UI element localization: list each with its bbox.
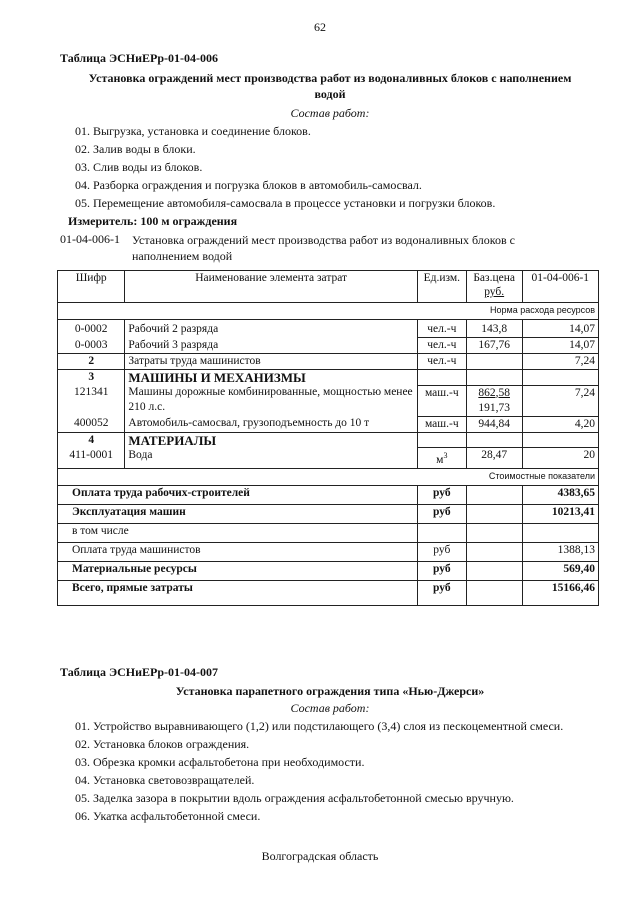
table-row	[58, 448, 599, 469]
cost-unit: руб	[417, 561, 466, 580]
header-unit: Ед.изм.	[417, 271, 466, 303]
table2-composition-label: Состав работ:	[290, 701, 370, 715]
cell-name: Затраты труда машинистов	[125, 354, 418, 370]
cell-name: Машины дорожные комбинированные, мощностью менее 210 л.с.	[125, 385, 418, 416]
cell-empty	[417, 432, 466, 448]
cell-price: 167,76	[466, 338, 522, 354]
section-code: 3	[58, 370, 125, 386]
header-price-line1: Баз.цена	[473, 272, 515, 284]
table-row	[58, 385, 599, 416]
resource-code: 01-04-006-1	[60, 232, 120, 246]
resource-table	[57, 270, 599, 606]
cell-name: Автомобиль-самосвал, грузоподъемность до 10 т	[125, 416, 418, 432]
section-title: МАШИНЫ И МЕХАНИЗМЫ	[125, 370, 418, 386]
cell-unit: чел.-ч	[417, 320, 466, 338]
cost-caption-row	[58, 468, 599, 485]
table2-heading: Установка парапетного ограждения типа «Нью-Джерси»	[175, 684, 485, 698]
header-name: Наименование элемента затрат	[125, 271, 418, 303]
cell-unit: чел.-ч	[417, 338, 466, 354]
page-number: 62	[314, 20, 326, 34]
cell-empty	[522, 523, 598, 542]
cell-empty	[466, 580, 522, 605]
cell-price	[466, 385, 522, 416]
table1-meter: Измеритель: 100 м ограждения	[68, 214, 238, 228]
cell-unit: чел.-ч	[417, 354, 466, 370]
table2-operation: 05. Заделка зазора в покрытии вдоль ограждения асфальтобетонной смесью вручную.	[75, 791, 514, 805]
table2-operation: 02. Установка блоков ограждения.	[75, 737, 250, 751]
cell-name: Вода	[125, 448, 418, 469]
cell-price-a: 862,58	[478, 386, 510, 399]
cost-label: Материальные ресурсы	[58, 561, 418, 580]
section-row	[58, 432, 599, 448]
cost-label: Оплата труда рабочих-строителей	[58, 485, 418, 504]
table2-operation: 03. Обрезка кромки асфальтобетона при необходимости.	[75, 755, 365, 769]
table1-operation: 01. Выгрузка, установка и соединение блоков.	[75, 124, 311, 138]
table2-operation: 06. Укатка асфальтобетонной смеси.	[75, 809, 261, 823]
section-code: 4	[58, 432, 125, 448]
cell-price-empty	[466, 354, 522, 370]
cell-norm: 7,24	[522, 354, 598, 370]
cost-row	[58, 504, 599, 523]
table1-title: Таблица ЭСНиЕРр-01-04-006	[60, 51, 219, 65]
table-row	[58, 416, 599, 432]
table-header-row	[58, 271, 599, 303]
table1-heading-line2: водой	[314, 87, 346, 101]
cell-empty	[466, 432, 522, 448]
table1-heading-line1: Установка ограждений мест производства работ из водоналивных блоков с наполнением	[88, 71, 572, 85]
cost-row	[58, 580, 599, 605]
cost-row	[58, 523, 599, 542]
cell-empty	[417, 523, 466, 542]
cell-name: Рабочий 3 разряда	[125, 338, 418, 354]
table-row	[58, 354, 599, 370]
cell-price: 944,84	[466, 416, 522, 432]
footer-region: Волгоградская область	[261, 849, 379, 863]
cell-code: 400052	[58, 416, 125, 432]
cost-row	[58, 542, 599, 561]
table2-title: Таблица ЭСНиЕРр-01-04-007	[60, 665, 219, 679]
header-norm: 01-04-006-1	[522, 271, 598, 303]
header-code: Шифр	[58, 271, 125, 303]
resource-description-line2: наполнением водой	[132, 249, 233, 263]
cell-unit-base: м	[436, 453, 444, 466]
cell-empty	[522, 432, 598, 448]
cell-unit: маш.-ч	[417, 385, 466, 416]
cell-price-b: 191,73	[478, 401, 510, 414]
cell-empty	[466, 370, 522, 386]
cost-label: в том числе	[58, 523, 418, 542]
cost-value: 569,40	[522, 561, 598, 580]
cost-label: Всего, прямые затраты	[58, 580, 418, 605]
cell-norm: 20	[522, 448, 598, 469]
norm-caption: Норма расхода ресурсов	[58, 303, 599, 320]
cost-value: 4383,65	[522, 485, 598, 504]
cost-unit: руб	[417, 485, 466, 504]
table1-operation: 04. Разборка ограждения и погрузка блоков в автомобиль-самосвал.	[75, 178, 422, 192]
cell-norm: 4,20	[522, 416, 598, 432]
cost-unit: руб	[417, 542, 466, 561]
cell-name: Рабочий 2 разряда	[125, 320, 418, 338]
resource-description-line1: Установка ограждений мест производства работ из водоналивных блоков с	[132, 233, 515, 247]
cost-label: Эксплуатация машин	[58, 504, 418, 523]
cost-caption: Стоимостные показатели	[58, 468, 599, 485]
cost-value: 15166,46	[522, 580, 598, 605]
cell-code: 411-0001	[58, 448, 125, 469]
cell-empty	[466, 542, 522, 561]
cost-label: Оплата труда машинистов	[58, 542, 418, 561]
cell-code: 0-0002	[58, 320, 125, 338]
section-row	[58, 370, 599, 386]
table-row	[58, 338, 599, 354]
cell-empty	[466, 561, 522, 580]
cell-empty	[522, 370, 598, 386]
table1-heading	[60, 70, 600, 102]
cell-unit: маш.-ч	[417, 416, 466, 432]
cell-price: 143,8	[466, 320, 522, 338]
cost-value: 10213,41	[522, 504, 598, 523]
cell-empty	[466, 523, 522, 542]
table-row	[58, 320, 599, 338]
cell-code: 2	[58, 354, 125, 370]
cost-unit: руб	[417, 504, 466, 523]
table1-operation: 02. Залив воды в блоки.	[75, 142, 196, 156]
table1-operation: 05. Перемещение автомобиля-самосвала в процессе установки и погрузки блоков.	[75, 196, 496, 210]
cost-row	[58, 485, 599, 504]
cost-row	[58, 561, 599, 580]
cell-unit	[417, 448, 466, 469]
cell-norm: 14,07	[522, 338, 598, 354]
header-price-line2: руб.	[484, 286, 505, 298]
section-title: МАТЕРИАЛЫ	[125, 432, 418, 448]
cell-unit-sup: 3	[443, 451, 448, 460]
cell-empty	[466, 485, 522, 504]
cell-empty	[466, 504, 522, 523]
cell-price: 28,47	[466, 448, 522, 469]
cell-code: 0-0003	[58, 338, 125, 354]
table1-operation: 03. Слив воды из блоков.	[75, 160, 203, 174]
header-price	[466, 271, 522, 303]
cost-unit: руб	[417, 580, 466, 605]
table1-composition-label: Состав работ:	[290, 106, 370, 120]
cell-code: 121341	[58, 385, 125, 416]
cell-norm: 7,24	[522, 385, 598, 416]
cell-norm: 14,07	[522, 320, 598, 338]
resource-description	[132, 232, 572, 264]
cell-empty	[417, 370, 466, 386]
norm-caption-row	[58, 303, 599, 320]
cost-value: 1388,13	[522, 542, 598, 561]
table2-operation: 04. Установка световозвращателей.	[75, 773, 255, 787]
table2-operation: 01. Устройство выравнивающего (1,2) или подстилающего (3,4) слоя из пескоцементной смеси.	[75, 719, 564, 733]
